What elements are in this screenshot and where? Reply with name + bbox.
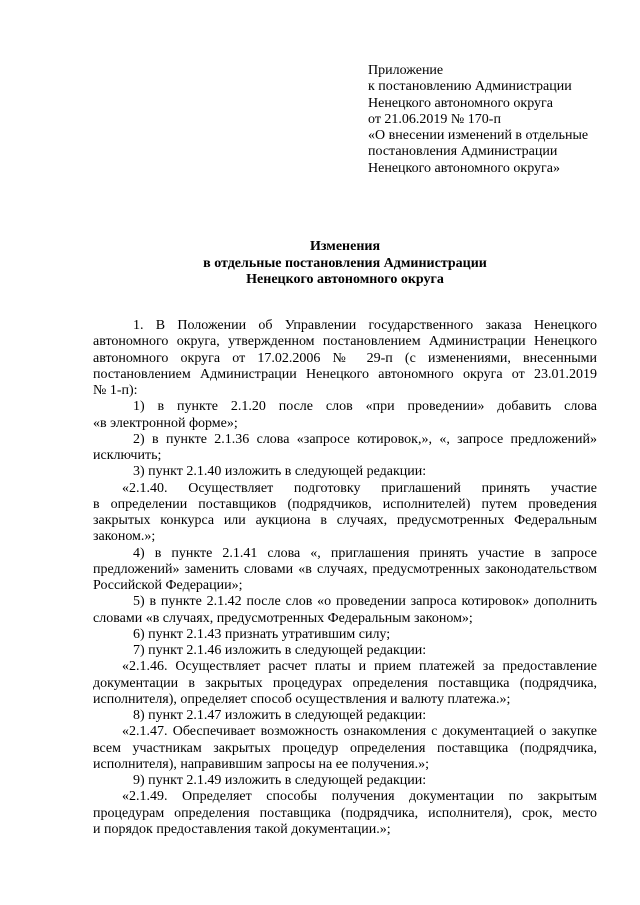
paragraph-line: постановлением Администрации Ненецкого автономного округа от 23.01.2019 [93, 366, 597, 382]
paragraph-line: 4) в пункте 2.1.41 слова «, приглашения принять участие в запросе [133, 545, 597, 561]
paragraph [93, 432, 597, 465]
paragraph [93, 708, 597, 724]
paragraph-line: 2) в пункте 2.1.36 слова «запросе котировок,», «, запросе предложений» [133, 431, 597, 447]
document-body [93, 318, 597, 838]
paragraph [93, 399, 597, 432]
paragraph [93, 659, 597, 708]
paragraph-line: автономного округа от 17.02.2006 № 29-п (с изменениями, внесенными [93, 350, 597, 366]
paragraph-line: «2.1.47. Обеспечивает возможность ознакомления с документацией о закупке [122, 724, 597, 740]
paragraph-line: исполнителя), определяет способ осуществления и валюту платежа.»; [93, 691, 511, 707]
paragraph [93, 724, 597, 773]
paragraph [93, 318, 597, 399]
paragraph-line: 8) пункт 2.1.47 изложить в следующей редакции: [133, 708, 427, 723]
paragraph-line: законом.»; [93, 529, 156, 545]
header-line: Ненецкого автономного округа [368, 95, 553, 111]
paragraph-line: 6) пункт 2.1.43 признать утратившим силу; [133, 626, 391, 642]
header-line: от 21.06.2019 № 170-п [368, 111, 501, 127]
paragraph-line: автономного округа, утвержденном постановлением Администрации Ненецкого [93, 334, 597, 350]
paragraph-line: «2.1.46. Осуществляет расчет платы и прием платежей за предоставление [122, 659, 597, 675]
paragraph-line: № 1-п): [93, 383, 138, 398]
header-line: Приложение [368, 63, 444, 78]
paragraph-line: в определении поставщиков (подрядчиков, исполнителей) путем проведения [93, 496, 597, 512]
title-line: Изменения [309, 239, 381, 254]
paragraph-line: исполнителя), направившим запросы на ее получения.»; [93, 756, 429, 772]
paragraph-line: всем участникам закрытых процедур определения поставщика (подрядчика, [93, 740, 597, 756]
paragraph-line: исключить; [93, 448, 162, 463]
paragraph [93, 481, 597, 546]
paragraph [93, 789, 597, 838]
document-title [93, 239, 597, 289]
paragraph-line: закрытых конкурса или аукциона в случаях, предусмотренных Федеральным [93, 513, 597, 528]
paragraph-line: Российской Федерации»; [93, 578, 243, 593]
paragraph [93, 627, 597, 643]
title-line: Ненецкого автономного округа [246, 272, 444, 288]
paragraph-line: 5) в пункте 2.1.42 после слов «о проведении запроса котировок» дополнить [133, 594, 597, 610]
paragraph [93, 464, 597, 480]
paragraph-line: словами «в случаях, предусмотренных Федеральным законом»; [93, 610, 473, 626]
paragraph [93, 546, 597, 595]
paragraph [93, 773, 597, 789]
paragraph-line: процедурам определения поставщика (подрядчика, исполнителя), срок, место [93, 805, 597, 821]
appendix-header [368, 63, 628, 177]
header-line: к постановлению Администрации [368, 79, 572, 95]
paragraph-line: 9) пункт 2.1.49 изложить в следующей редакции: [133, 773, 427, 788]
header-line: «О внесении изменений в отдельные [368, 128, 589, 143]
paragraph [93, 643, 597, 659]
paragraph-line: предложений» заменить словами «в случаях, предусмотренных законодательством [93, 561, 597, 577]
paragraph-line: документации в закрытых процедурах определения поставщика (подрядчика, [93, 675, 597, 691]
title-line: в отдельные постановления Администрации [203, 255, 487, 271]
paragraph-line: «2.1.40. Осуществляет подготовку приглашений принять участие [122, 480, 597, 496]
paragraph [93, 594, 597, 627]
paragraph-line: 1) в пункте 2.1.20 после слов «при проведении» добавить слова [133, 399, 597, 415]
paragraph-line: «в электронной форме»; [93, 415, 238, 431]
header-line: постановления Администрации [368, 144, 558, 160]
paragraph-line: 3) пункт 2.1.40 изложить в следующей редакции: [133, 464, 427, 480]
header-line: Ненецкого автономного округа» [368, 160, 560, 176]
paragraph-line: 7) пункт 2.1.46 изложить в следующей редакции: [133, 643, 427, 658]
paragraph-line: и порядок предоставления такой документации.»; [93, 821, 391, 837]
paragraph-line: 1. В Положении об Управлении государственного заказа Ненецкого [133, 318, 597, 333]
paragraph-line: «2.1.49. Определяет способы получения документации по закрытым [122, 789, 597, 805]
